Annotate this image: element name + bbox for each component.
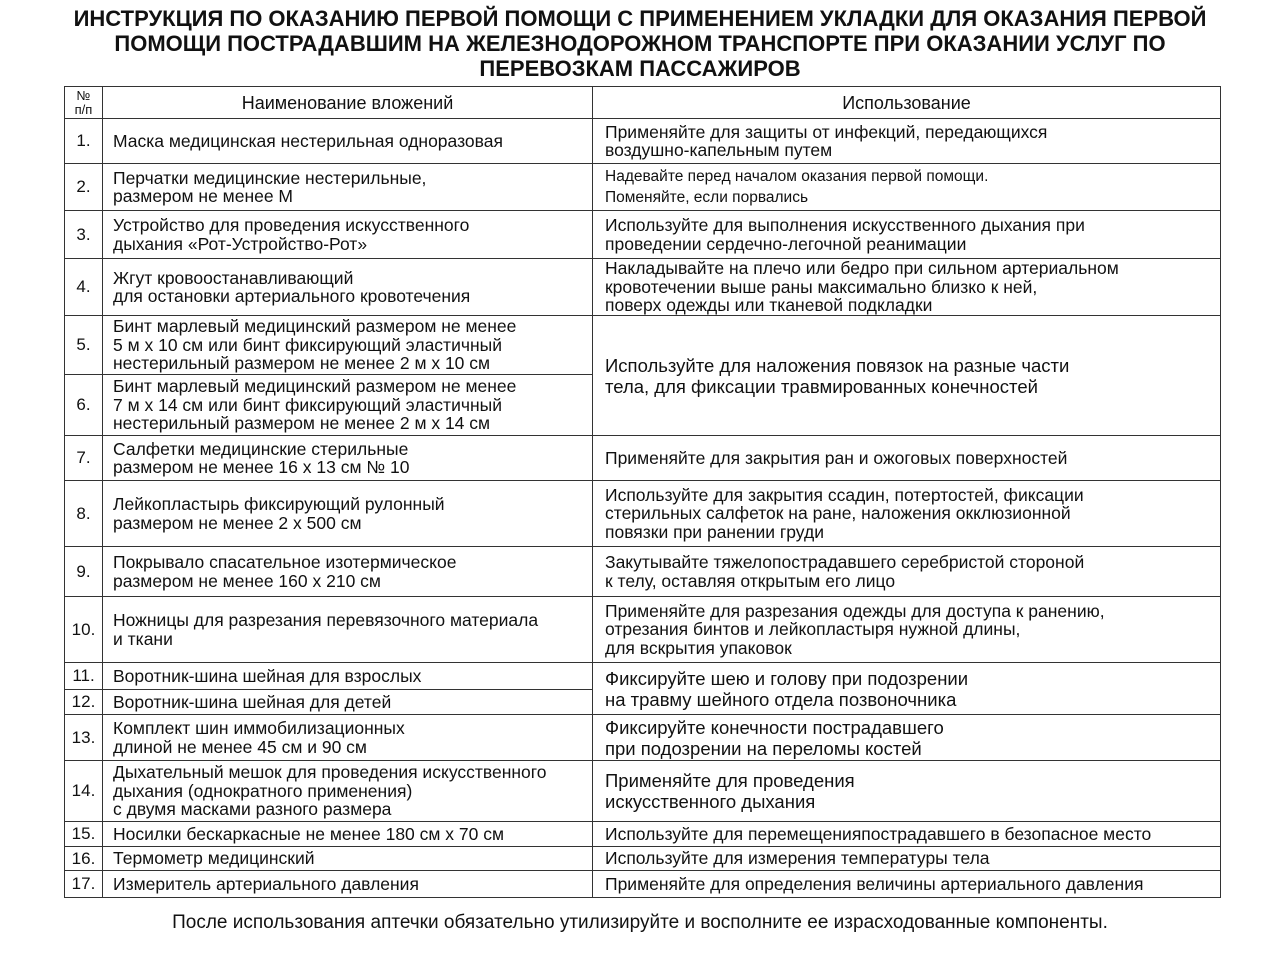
table-row	[65, 316, 1221, 375]
item-name: Салфетки медицинские стерильные размером не менее 16 х 13 см № 10	[103, 436, 593, 481]
item-usage-shared: Фиксируйте шею и голову при подозрении на травму шейного отдела позвоночника	[593, 663, 1221, 715]
row-number: 3.	[65, 211, 103, 259]
row-number: 4.	[65, 259, 103, 316]
document-title	[40, 6, 1240, 81]
row-number: 6.	[65, 375, 103, 436]
item-usage: Используйте для перемещенияпострадавшего в безопасное место	[593, 822, 1221, 847]
table-row	[65, 259, 1221, 316]
item-usage: Применяйте для определения величины артериального давления	[593, 871, 1221, 898]
first-aid-table	[64, 86, 1221, 898]
item-name: Дыхательный мешок для проведения искусственного дыхания (однократного применения) с двумя масками разного размера	[103, 761, 593, 822]
item-name: Маска медицинская нестерильная одноразовая	[103, 119, 593, 164]
table-row	[65, 211, 1221, 259]
table-row	[65, 436, 1221, 481]
item-usage: Надевайте перед началом оказания первой помощи. Поменяйте, если порвались	[593, 164, 1221, 211]
row-number: 17.	[65, 871, 103, 898]
table-row	[65, 663, 1221, 690]
item-name: Перчатки медицинские нестерильные, размером не менее М	[103, 164, 593, 211]
item-usage: Используйте для выполнения искусственного дыхания при проведении сердечно-легочной реанимации	[593, 211, 1221, 259]
footer-note: После использования аптечки обязательно утилизируйте и восполните ее израсходованные компоненты.	[172, 912, 1108, 933]
table-header-row	[65, 87, 1221, 119]
item-usage: Используйте для закрытия ссадин, потертостей, фиксации стерильных салфеток на ране, наложения окклюзионной повязки при ранении груди	[593, 481, 1221, 547]
table-row	[65, 822, 1221, 847]
item-usage: Применяйте для закрытия ран и ожоговых поверхностей	[593, 436, 1221, 481]
item-usage: Используйте для измерения температуры тела	[593, 847, 1221, 871]
item-name: Носилки бескаркасные не менее 180 см х 70 см	[103, 822, 593, 847]
item-name: Измеритель артериального давления	[103, 871, 593, 898]
row-number: 14.	[65, 761, 103, 822]
item-name: Бинт марлевый медицинский размером не менее 5 м х 10 см или бинт фиксирующий эластичный нестерильный размером не менее 2 м х 10 см	[103, 316, 593, 375]
item-usage: Применяйте для защиты от инфекций, передающихся воздушно-капельным путем	[593, 119, 1221, 164]
header-name: Наименование вложений	[103, 87, 593, 119]
item-name: Бинт марлевый медицинский размером не менее 7 м х 14 см или бинт фиксирующий эластичный нестерильный размером не менее 2 м х 14 см	[103, 375, 593, 436]
table-row	[65, 715, 1221, 761]
header-num: № п/п	[65, 87, 103, 119]
table-row	[65, 847, 1221, 871]
row-number: 11.	[65, 663, 103, 690]
row-number: 13.	[65, 715, 103, 761]
row-number: 10.	[65, 597, 103, 663]
row-number: 16.	[65, 847, 103, 871]
row-number: 12.	[65, 690, 103, 715]
row-number: 2.	[65, 164, 103, 211]
header-usage: Использование	[593, 87, 1221, 119]
table-row	[65, 871, 1221, 898]
row-number: 1.	[65, 119, 103, 164]
table-row	[65, 481, 1221, 547]
item-usage: Фиксируйте конечности пострадавшего при подозрении на переломы костей	[593, 715, 1221, 761]
row-number: 5.	[65, 316, 103, 375]
title-line: ПЕРЕВОЗКАМ ПАССАЖИРОВ	[479, 56, 801, 81]
item-usage: Закутывайте тяжелопострадавшего серебристой стороной к телу, оставляя открытым его лицо	[593, 547, 1221, 597]
item-usage: Накладывайте на плечо или бедро при сильном артериальном кровотечении выше раны максимально близко к ней, поверх одежды или тканевой подкладки	[593, 259, 1221, 316]
item-usage: Применяйте для разрезания одежды для доступа к ранению, отрезания бинтов и лейкопластыря нужной длины, для вскрытия упаковок	[593, 597, 1221, 663]
table-row	[65, 547, 1221, 597]
item-name: Жгут кровоостанавливающий для остановки артериального кровотечения	[103, 259, 593, 316]
item-name: Покрывало спасательное изотермическое размером не менее 160 х 210 см	[103, 547, 593, 597]
row-number: 7.	[65, 436, 103, 481]
title-line: ИНСТРУКЦИЯ ПО ОКАЗАНИЮ ПЕРВОЙ ПОМОЩИ С ПРИМЕНЕНИЕМ УКЛАДКИ ДЛЯ ОКАЗАНИЯ ПЕРВОЙ	[73, 6, 1207, 31]
row-number: 8.	[65, 481, 103, 547]
item-name: Устройство для проведения искусственного дыхания «Рот-Устройство-Рот»	[103, 211, 593, 259]
item-name: Лейкопластырь фиксирующий рулонный размером не менее 2 х 500 см	[103, 481, 593, 547]
item-usage: Применяйте для проведения искусственного дыхания	[593, 761, 1221, 822]
item-name: Термометр медицинский	[103, 847, 593, 871]
item-name: Воротник-шина шейная для детей	[103, 690, 593, 715]
title-line: ПОМОЩИ ПОСТРАДАВШИМ НА ЖЕЛЕЗНОДОРОЖНОМ ТРАНСПОРТЕ ПРИ ОКАЗАНИИ УСЛУГ ПО	[114, 31, 1166, 56]
table-row	[65, 761, 1221, 822]
item-usage-shared: Используйте для наложения повязок на разные части тела, для фиксации травмированных конечностей	[593, 316, 1221, 436]
item-name: Комплект шин иммобилизационных длиной не менее 45 см и 90 см	[103, 715, 593, 761]
item-name: Ножницы для разрезания перевязочного материала и ткани	[103, 597, 593, 663]
item-name: Воротник-шина шейная для взрослых	[103, 663, 593, 690]
table-row	[65, 597, 1221, 663]
table-row	[65, 164, 1221, 211]
row-number: 15.	[65, 822, 103, 847]
table-row	[65, 119, 1221, 164]
row-number: 9.	[65, 547, 103, 597]
